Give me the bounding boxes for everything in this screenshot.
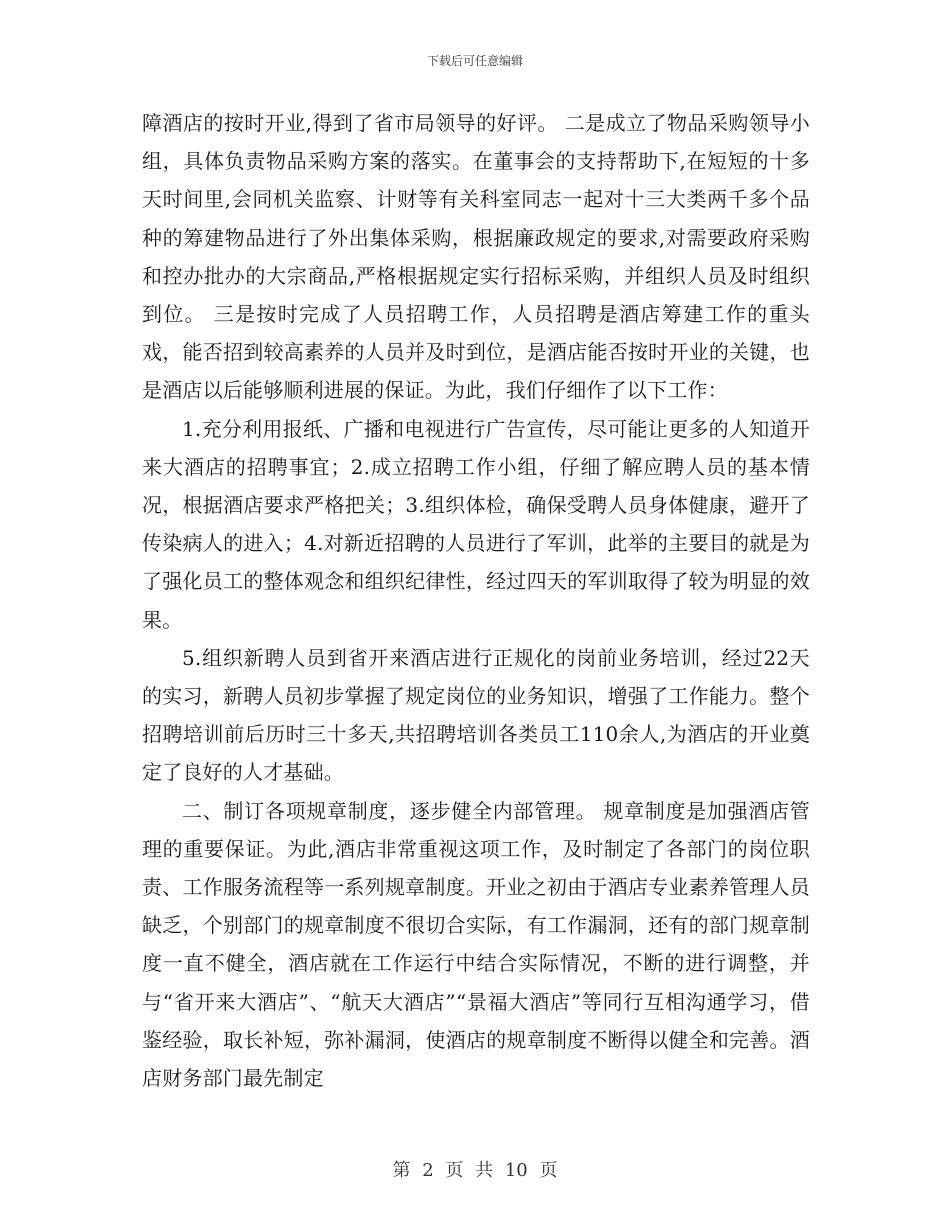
page-number-footer: 第 2 页 共 10 页 <box>392 1160 558 1181</box>
paragraph-training: 5.组织新聘人员到省开来酒店进行正规化的岗前业务培训，经过22天的实习，新聘人员初步掌握了规定岗位的业务知识，增强了工作能力。整个招聘培训前后历时三十多天,共招聘培训各类员工110余人,为酒店的开业奠定了良好的人才基础。 <box>142 645 810 785</box>
paragraph-regulations: 二、制订各项规章制度，逐步健全内部管理。 规章制度是加强酒店管理的重要保证。为此,酒店非常重视这项工作，及时制定了各部门的岗位职责、工作服务流程等一系列规章制度。开业之初由于酒店专业素养管理人员缺乏，个别部门的规章制度不很切合实际，有工作漏洞，还有的部门规章制度一直不健全，酒店就在工作运行中结合实际情况，不断的进行调整，并与“省开来大酒店”、“航天大酒店”“景福大酒店”等同行互相沟通学习，借鉴经验，取长补短，弥补漏洞，使酒店的规章制度不断得以健全和完善。酒店财务部门最先制定 <box>142 798 810 1091</box>
paragraph-continuation: 障酒店的按时开业,得到了省市局领导的好评。 二是成立了物品采购领导小组，具体负责物品采购方案的落实。在董事会的支持帮助下,在短短的十多天时间里,会同机关监察、计财等有关科室同志一起对十三大类两千多个品种的筹建物品进行了外出集体采购，根据廉政规定的要求,对需要政府采购和控办批办的大宗商品,严格根据规定实行招标采购，并组织人员及时组织到位。 三是按时完成了人员招聘工作，人员招聘是酒店筹建工作的重头戏，能否招到较高素养的人员并及时到位，是酒店能否按时开业的关键，也是酒店以后能够顺利进展的保证。为此，我们仔细作了以下工作： <box>142 111 810 403</box>
paragraph-recruitment-list: 1.充分利用报纸、广播和电视进行广告宣传，尽可能让更多的人知道开来大酒店的招聘事宜；2.成立招聘工作小组，仔细了解应聘人员的基本情况，根据酒店要求严格把关；3.组织体检，确保受聘人员身体健康，避开了传染病人的进入；4.对新近招聘的人员进行了军训，此举的主要目的就是为了强化员工的整体观念和组织纪律性，经过四天的军训取得了较为明显的效果。 <box>142 416 810 632</box>
page-header: 下载后可任意编辑 <box>426 54 523 68</box>
document-body <box>142 104 810 1097</box>
